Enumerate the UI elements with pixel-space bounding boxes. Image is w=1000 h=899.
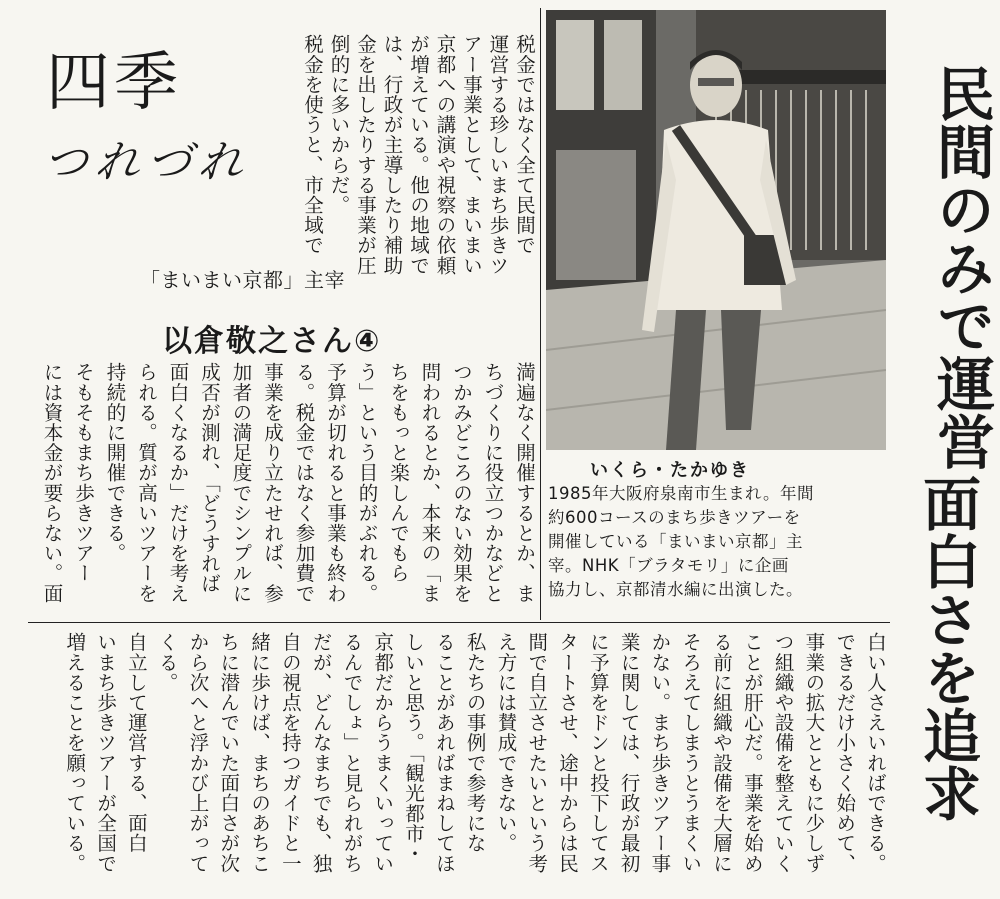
article-line: 増えることを願っている。 bbox=[63, 632, 87, 874]
article-line: から次へと浮かび上がって bbox=[186, 632, 210, 874]
article-line: 金を出したりする事業が圧 bbox=[354, 34, 377, 276]
caption-line: 開催している「まいまい京都」主 bbox=[548, 532, 803, 551]
article-line: る。税金ではなく参加費で bbox=[292, 362, 316, 604]
article-line: 満遍なく開催するとか、ま bbox=[513, 362, 536, 604]
article-line: つ組織や設備を整えていく bbox=[771, 632, 795, 874]
column-logo-kanji: 四季 bbox=[46, 46, 182, 120]
article-line: られる。質が高いツアーを bbox=[135, 362, 158, 604]
article-line: 京都への講演や視察の依頼 bbox=[433, 34, 457, 276]
article-bottom-block bbox=[58, 632, 890, 890]
article-line: そろえてしまうとうまくい bbox=[679, 632, 703, 874]
article-line: 面白くなるか」だけを考え bbox=[166, 362, 190, 604]
article-line: 自の視点を持つガイドと一 bbox=[278, 632, 302, 874]
article-line: 予算が切れると事業も終わ bbox=[324, 362, 347, 604]
article-line: できるだけ小さく始めて、 bbox=[833, 632, 857, 874]
article-line: る前に組織や設備を大層に bbox=[710, 632, 734, 874]
article-line: 倒的に多いからだ。 bbox=[327, 34, 351, 215]
article-line: 京都だからうまくいってい bbox=[371, 632, 395, 874]
article-line: るんでしょ」と見られがち bbox=[340, 632, 364, 874]
article-line: かない。まち歩きツアー事 bbox=[648, 632, 672, 874]
article-line: 業に関しては、行政が最初 bbox=[617, 632, 641, 874]
article-line: 事業を成り立たせれば、参 bbox=[261, 362, 284, 604]
article-line: いまち歩きツアーが全国で bbox=[94, 632, 118, 874]
article-line: 成否が測れ、「どうすれば bbox=[198, 362, 221, 594]
article-line: 間で自立させたいという考 bbox=[525, 632, 549, 874]
article-line: 持続的に開催できる。 bbox=[103, 362, 127, 563]
article-line: 自立して運営する、面白 bbox=[124, 632, 148, 854]
article-line: 運営する珍しいまち歩きツ bbox=[486, 34, 510, 276]
article-line: 問われるとか、本来の「ま bbox=[418, 362, 442, 604]
caption-line: 宰。NHK「ブラタモリ」に企画 bbox=[548, 556, 789, 575]
article-line: う」という目的がぶれる。 bbox=[355, 362, 379, 604]
article-line: くる。 bbox=[155, 632, 179, 693]
article-top-block bbox=[292, 34, 537, 276]
caption-line: 協力し、京都清水編に出演した。 bbox=[548, 580, 803, 599]
article-line: だが、どんなまちでも、独 bbox=[309, 632, 333, 874]
byline-name: 以倉敬之さん④ bbox=[162, 324, 382, 359]
portrait-photo-illustration bbox=[546, 10, 886, 450]
article-line: 税金を使うと、市全域で bbox=[301, 34, 324, 256]
article-line: ことが肝心だ。事業を始め bbox=[740, 632, 764, 874]
caption-line: 約600コースのまち歩きツアーを bbox=[548, 508, 801, 527]
article-line: つかみどころのない効果を bbox=[450, 362, 473, 604]
article-line: ちをもっと楽しんでもら bbox=[387, 362, 410, 584]
article-line: そもそもまち歩きツアー bbox=[72, 362, 95, 584]
article-line: 事業の拡大とともに少しず bbox=[802, 632, 826, 874]
article-line: ることがあればまねしてほ bbox=[432, 632, 456, 874]
column-divider bbox=[540, 8, 541, 620]
caption-name: いくら・たかゆき bbox=[590, 460, 750, 481]
article-line: に予算をドンと投下してス bbox=[586, 632, 610, 874]
article-line: は、行政が主導したり補助 bbox=[380, 34, 404, 276]
article-line: 税金ではなく全て民間で bbox=[513, 34, 536, 256]
column-logo-kana: つれづれ bbox=[40, 137, 254, 188]
article-line: しいと思う。「観光都市・ bbox=[402, 632, 426, 864]
article-line: ちに潜んでいた面白さが次 bbox=[217, 632, 241, 874]
headline-line-2: 面白さを追求 bbox=[913, 474, 981, 822]
portrait-photo bbox=[546, 10, 886, 450]
article-line: ちづくりに役立つかなどと bbox=[481, 362, 505, 604]
article-line: 白い人さえいればできる。 bbox=[864, 632, 887, 874]
article-line: タートさせ、途中からは民 bbox=[556, 632, 580, 874]
caption-line: 1985年大阪府泉南市生まれ。年間 bbox=[548, 484, 814, 503]
byline-role: 「まいまい京都」主宰 bbox=[140, 268, 345, 292]
article-mid-block bbox=[28, 362, 540, 617]
article-line: が増えている。他の地域で bbox=[407, 34, 430, 276]
headline-line-1: 民間のみで運営 bbox=[927, 64, 995, 470]
article-line: 私たちの事例で参考にな bbox=[463, 632, 487, 854]
section-divider bbox=[28, 622, 890, 623]
article-line: には資本金が要らない。面 bbox=[40, 362, 64, 604]
article-line: え方には賛成できない。 bbox=[494, 632, 518, 854]
article-line: 緒に歩けば、まちのあちこ bbox=[248, 632, 272, 874]
article-line: アー事業として、まいまい bbox=[460, 34, 483, 276]
article-line: 加者の満足度でシンプルに bbox=[229, 362, 253, 604]
